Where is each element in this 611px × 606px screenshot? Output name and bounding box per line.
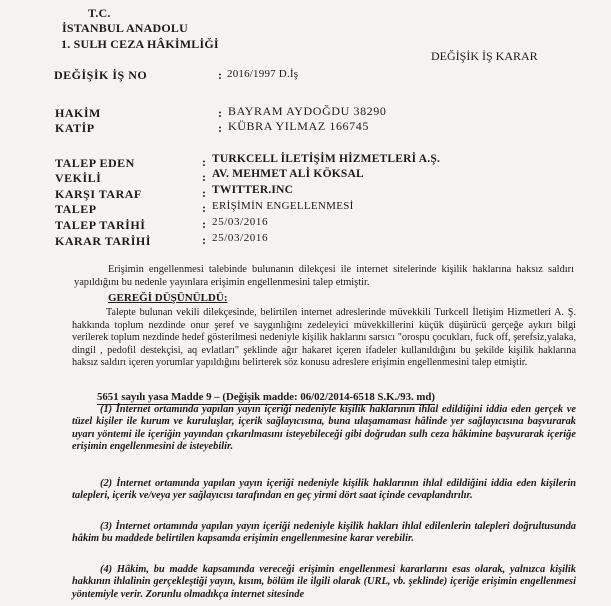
colon: : xyxy=(202,233,206,247)
colon: : xyxy=(202,170,206,184)
opposing-party-label: KARŞI TARAF xyxy=(55,187,142,201)
article-paragraph-2: (2) İnternet ortamında yapılan yayın içeriği nedeniyle kişilik haklarının ihlal edildiğini iddia eden kişilerin talepleri, içerik ve/veya yer sağlayıcısı tarafından en geç yirmi dört saat içinde cevaplandırılır. xyxy=(72,478,576,502)
judge-value: BAYRAM AYDOĞDU 38290 xyxy=(228,104,387,118)
clerk-value: KÜBRA YILMAZ 166745 xyxy=(228,119,369,133)
opposing-party-value: TWITTER.INC xyxy=(212,184,294,196)
article-paragraph-3: (3) İnternet ortamında yapılan yayın içeriği nedeniyle kişilik hakları ihlal edilenlerin talepleri doğrultusunda hâkim bu maddede belirtilen kapsamda erişimin engellenmesine karar verebilir. xyxy=(72,521,576,545)
court-name-line1: İSTANBUL ANADOLU xyxy=(62,21,189,35)
intro-paragraph: Erişimin engellenmesi talebinde bulunanın dilekçesi ile internet sitelerinde kişilik haklarına haksız saldırı yapıldığını bu nedenle yayınlara erişimin engellenmesini talep etmiştir. xyxy=(74,264,574,288)
reasoning-paragraph: Talepte bulunan vekili dilekçesinde, belirtilen internet adreslerinde müvekkili Turkcell İletişim Hizmetleri A. Ş. hakkında toplum nezdinde onur şeref ve saygınlığını zedeleyici müvekkillerini küçük düşürücü gerçeğe aykırı bilgi verilerek toplum nezdinde hedef gösterilmesi nedeniyle kişilik haklarını sarsıcı "orospu çocukları, fuck off, şerefsiz,yalaka, dingil , pedofil destekçisi, aq evlatları" şeklinde ağır hakaret içeren ifadeler kullanıldığını bu şekilde kişilik haklarına haksız saldırı içeren yorumlar yapıldığını belirterek söz konusu adreslere erişimin engellenmesini talep etmiştir. xyxy=(72,307,576,369)
decision-date-label: KARAR TARİHİ xyxy=(55,234,151,248)
clerk-label: KATİP xyxy=(55,121,95,135)
court-name-line2: 1. SULH CEZA HÂKİMLİĞİ xyxy=(61,37,219,51)
request-date-value: 25/03/2016 xyxy=(212,216,269,228)
colon: : xyxy=(202,155,206,169)
section-heading: GEREĞİ DÜŞÜNÜLDÜ: xyxy=(108,292,228,304)
decision-date-value: 25/03/2016 xyxy=(212,232,269,244)
colon: : xyxy=(218,68,222,82)
judge-label: HAKİM xyxy=(55,106,101,120)
request-date-label: TALEP TARİHİ xyxy=(55,218,146,232)
request-value: ERİŞİMİN ENGELLENMESİ xyxy=(212,200,354,212)
law-reference: 5651 sayılı yasa Madde 9 – (Değişik madde: 06/02/2014-6518 S.K./93. md) xyxy=(97,391,436,403)
colon: : xyxy=(202,186,206,200)
attorney-value: AV. MEHMET ALİ KÖKSAL xyxy=(212,168,364,180)
document-type: DEĞİŞİK İŞ KARAR xyxy=(431,49,538,63)
article-paragraph-4: (4) Hâkim, bu madde kapsamında vereceği erişimin engellenmesi kararlarını esas olarak, yalnızca kişilik hakkının ihlalinin gerçekleştiği yayın, kısım, bölüm ile ilgili olarak (URL, vb. şeklinde) içeriğe erişimin engellenmesi yöntemiyle verir. Zorunlu olmadıkça internet sitesinde xyxy=(72,564,576,600)
colon: : xyxy=(202,201,206,215)
colon: : xyxy=(218,106,222,120)
case-number-label: DEĞİŞİK İŞ NO xyxy=(54,68,148,82)
case-number-value: 2016/1997 D.İş xyxy=(227,68,299,80)
request-label: TALEP xyxy=(55,202,97,216)
colon: : xyxy=(202,217,206,231)
requester-value: TURKCELL İLETİŞİM HİZMETLERİ A.Ş. xyxy=(212,153,441,165)
colon: : xyxy=(218,121,222,135)
attorney-label: VEKİLİ xyxy=(55,171,102,185)
article-paragraph-1: (1) İnternet ortamında yapılan yayın içeriği nedeniyle kişilik haklarının ihlal edildiğini iddia eden gerçek ve tüzel kişiler ile kurum ve kuruluşlar, içerik sağlayıcısına, buna ulaşamaması hâlinde yer sağlayıcısına başvurarak uyarı yöntemi ile içeriğin yayından çıkarılmasını isteyebileceği gibi doğrudan sulh ceza hâkimine başvurarak içeriğe erişimin engellenmesini de isteyebilir. xyxy=(72,404,576,453)
requester-label: TALEP EDEN xyxy=(55,156,135,170)
tc-header: T.C. xyxy=(88,6,111,20)
